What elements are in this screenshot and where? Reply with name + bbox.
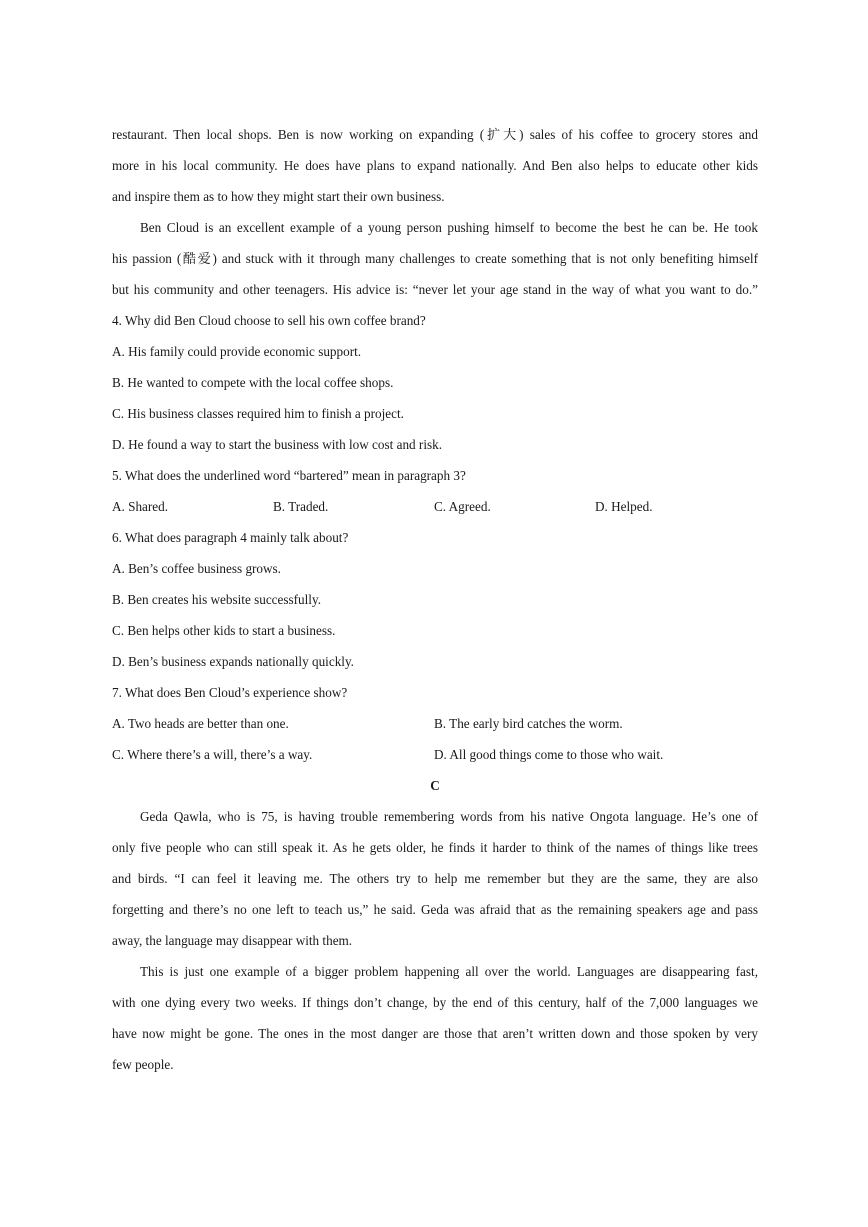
question-stem: 7. What does Ben Cloud’s experience show? bbox=[112, 685, 348, 700]
passage-b-paragraph-1 bbox=[112, 119, 758, 212]
text-line: more in his local community. He does have plans to expand nationally. And Ben also helps to educate other kids bbox=[112, 158, 758, 173]
passage-b-paragraph-2 bbox=[112, 212, 758, 305]
text-line: and inspire them as to how they might start their own business. bbox=[112, 189, 445, 204]
passage-c-heading: C bbox=[430, 778, 440, 793]
question-stem: 4. Why did Ben Cloud choose to sell his own coffee brand? bbox=[112, 313, 426, 328]
text-line: only five people who can still speak it. As he gets older, he finds it harder to think of the names of things like trees bbox=[112, 840, 758, 855]
option-c: C. His business classes required him to finish a project. bbox=[112, 406, 404, 421]
option-a: A. Two heads are better than one. bbox=[112, 716, 289, 731]
text-line: but his community and other teenagers. His advice is: “never let your age stand in the way of what you want to do.” bbox=[112, 282, 758, 297]
question-stem: 6. What does paragraph 4 mainly talk about? bbox=[112, 530, 349, 545]
options-row bbox=[112, 491, 758, 522]
options-row bbox=[112, 739, 758, 770]
option-b: B. Ben creates his website successfully. bbox=[112, 592, 321, 607]
text-line: his passion (酷爱) and stuck with it through many challenges to create something that is not only benefiting himself bbox=[112, 251, 758, 266]
text-line: restaurant. Then local shops. Ben is now working on expanding (扩大) sales of his coffee to grocery stores and bbox=[112, 127, 758, 142]
text-line: forgetting and there’s no one left to teach us,” he said. Geda was afraid that as the remaining speakers age and pass bbox=[112, 902, 758, 917]
text-line: Geda Qawla, who is 75, is having trouble remembering words from his native Ongota language. He’s one of bbox=[140, 809, 758, 824]
question-stem: 5. What does the underlined word “bartered” mean in paragraph 3? bbox=[112, 468, 466, 483]
option-d: D. Helped. bbox=[595, 499, 653, 514]
passage-c-paragraph-2 bbox=[112, 956, 758, 1080]
text-line: with one dying every two weeks. If things don’t change, by the end of this century, half of the 7,000 languages we bbox=[112, 995, 758, 1010]
document-page bbox=[112, 119, 758, 1080]
question-6 bbox=[112, 522, 758, 677]
options-row bbox=[112, 708, 758, 739]
question-4 bbox=[112, 305, 758, 460]
text-line: Ben Cloud is an excellent example of a young person pushing himself to become the best he can be. He took bbox=[140, 220, 758, 235]
option-b: B. He wanted to compete with the local coffee shops. bbox=[112, 375, 394, 390]
option-b: B. Traded. bbox=[273, 499, 329, 514]
option-d: D. All good things come to those who wait. bbox=[434, 747, 664, 762]
option-d: D. He found a way to start the business with low cost and risk. bbox=[112, 437, 443, 452]
text-line: away, the language may disappear with them. bbox=[112, 933, 353, 948]
text-line: and birds. “I can feel it leaving me. The others try to help me remember but they are the same, they are also bbox=[112, 871, 758, 886]
option-d: D. Ben’s business expands nationally quickly. bbox=[112, 654, 354, 669]
option-c: C. Where there’s a will, there’s a way. bbox=[112, 747, 313, 762]
option-c: C. Agreed. bbox=[434, 499, 491, 514]
option-b: B. The early bird catches the worm. bbox=[434, 716, 623, 731]
question-5 bbox=[112, 460, 758, 522]
passage-c-paragraph-1 bbox=[112, 801, 758, 956]
text-line: have now might be gone. The ones in the most danger are those that aren’t written down and those spoken by very bbox=[112, 1026, 758, 1041]
option-a: A. His family could provide economic support. bbox=[112, 344, 362, 359]
question-7 bbox=[112, 677, 758, 770]
text-line: This is just one example of a bigger problem happening all over the world. Languages are disappearing fast, bbox=[140, 964, 758, 979]
text-line: few people. bbox=[112, 1057, 174, 1072]
option-c: C. Ben helps other kids to start a business. bbox=[112, 623, 336, 638]
option-a: A. Ben’s coffee business grows. bbox=[112, 561, 281, 576]
option-a: A. Shared. bbox=[112, 499, 169, 514]
